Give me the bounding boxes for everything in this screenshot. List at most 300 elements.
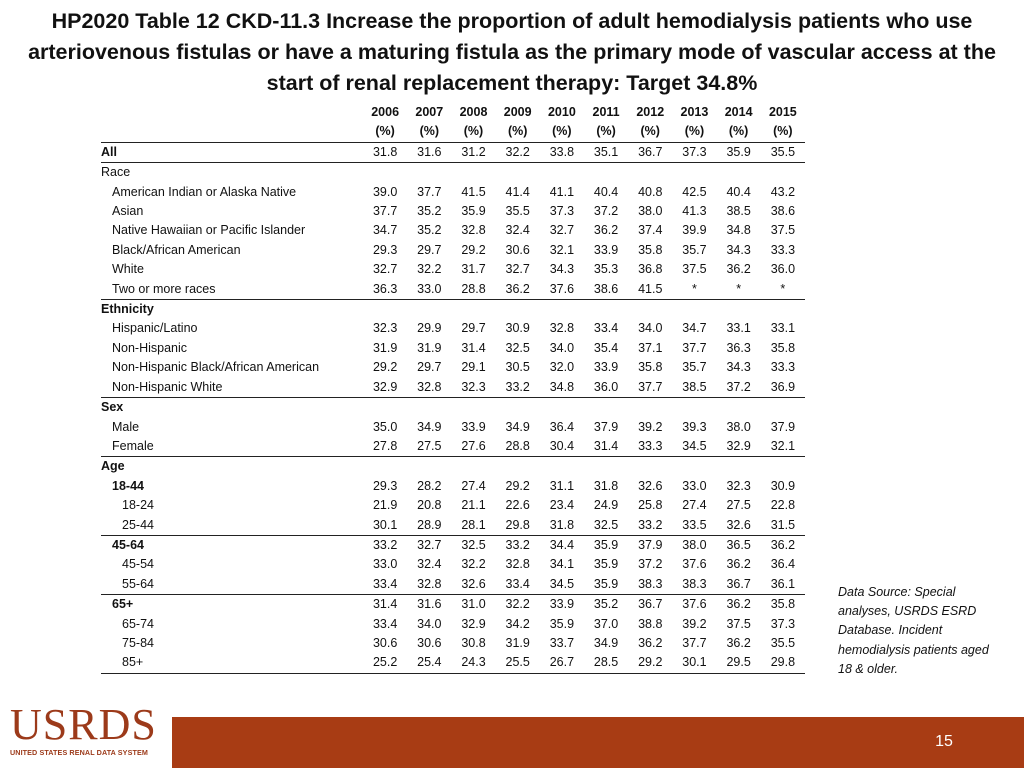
value-cell bbox=[540, 457, 584, 477]
value-cell: 36.2 bbox=[726, 557, 751, 572]
value-cell: 40.4 bbox=[593, 184, 619, 199]
unit-header: (%) bbox=[628, 122, 672, 142]
value-cell: 29.2 bbox=[628, 653, 672, 673]
value-cell: 37.2 bbox=[717, 378, 761, 398]
value-cell: 33.0 bbox=[372, 557, 398, 572]
value-cell: 36.2 bbox=[638, 635, 663, 650]
value-cell: 33.9 bbox=[593, 360, 619, 375]
value-cell: 28.2 bbox=[417, 478, 442, 493]
value-cell: 29.7 bbox=[461, 321, 486, 336]
logo-subtitle: UNITED STATES RENAL DATA SYSTEM bbox=[10, 748, 148, 757]
unit-header: (%) bbox=[761, 122, 805, 142]
value-cell: 34.1 bbox=[549, 557, 575, 572]
value-cell bbox=[363, 457, 407, 477]
value-cell: 41.5 bbox=[461, 184, 486, 199]
value-cell: 36.4 bbox=[770, 557, 796, 572]
value-cell: 32.0 bbox=[549, 360, 575, 375]
value-cell bbox=[628, 457, 672, 477]
value-cell: 33.2 bbox=[628, 516, 672, 536]
row-label: Non-Hispanic bbox=[112, 340, 188, 355]
value-cell: 27.4 bbox=[682, 498, 707, 513]
value-cell: 36.2 bbox=[726, 597, 751, 612]
row-label: Age bbox=[101, 459, 125, 474]
row-label: 65+ bbox=[112, 597, 134, 612]
value-cell: 31.4 bbox=[372, 597, 398, 612]
value-cell bbox=[584, 300, 628, 320]
value-cell: * bbox=[717, 280, 761, 300]
table-row bbox=[101, 339, 805, 358]
value-cell: 29.5 bbox=[717, 653, 761, 673]
table-row bbox=[101, 300, 805, 320]
value-cell bbox=[761, 163, 805, 183]
value-cell: 32.7 bbox=[549, 223, 575, 238]
value-cell: 37.7 bbox=[682, 635, 707, 650]
table-row bbox=[101, 653, 805, 673]
value-cell: 35.9 bbox=[593, 537, 619, 552]
value-cell: 31.8 bbox=[363, 142, 407, 162]
value-cell: 34.3 bbox=[549, 262, 575, 277]
value-cell: 31.8 bbox=[593, 478, 619, 493]
value-cell bbox=[717, 398, 761, 418]
value-cell: 37.3 bbox=[672, 142, 716, 162]
value-cell: 31.4 bbox=[584, 437, 628, 457]
value-cell bbox=[717, 300, 761, 320]
value-cell: 27.5 bbox=[726, 498, 751, 513]
value-cell: 34.7 bbox=[682, 321, 707, 336]
value-cell: 37.7 bbox=[628, 378, 672, 398]
value-cell: 35.0 bbox=[372, 419, 398, 434]
value-cell: 37.0 bbox=[593, 616, 619, 631]
value-cell: * bbox=[672, 280, 716, 300]
value-cell bbox=[363, 163, 407, 183]
value-cell bbox=[717, 457, 761, 477]
value-cell: 40.4 bbox=[726, 184, 751, 199]
value-cell: 37.5 bbox=[726, 616, 751, 631]
value-cell: 28.8 bbox=[451, 280, 495, 300]
fistula-table bbox=[101, 103, 805, 674]
table-row bbox=[101, 595, 805, 615]
value-cell: 31.1 bbox=[549, 478, 575, 493]
value-cell: 25.4 bbox=[407, 653, 451, 673]
value-cell: 32.6 bbox=[451, 575, 495, 595]
year-header: 2007 bbox=[415, 105, 444, 119]
value-cell bbox=[761, 457, 805, 477]
value-cell: 34.2 bbox=[505, 616, 530, 631]
value-cell: 34.0 bbox=[417, 616, 442, 631]
value-cell: 32.7 bbox=[372, 262, 398, 277]
value-cell: 35.9 bbox=[549, 616, 575, 631]
slide-title bbox=[0, 6, 1024, 99]
value-cell bbox=[540, 163, 584, 183]
value-cell: 38.3 bbox=[672, 575, 716, 595]
value-cell: 29.8 bbox=[761, 653, 805, 673]
value-cell bbox=[672, 398, 716, 418]
value-cell: 36.2 bbox=[726, 635, 751, 650]
corner-cell bbox=[101, 103, 363, 122]
value-cell: 33.9 bbox=[549, 597, 575, 612]
value-cell: 33.1 bbox=[770, 321, 796, 336]
value-cell: 26.7 bbox=[540, 653, 584, 673]
value-cell: 29.1 bbox=[461, 360, 486, 375]
table-row bbox=[101, 634, 805, 653]
table-row bbox=[101, 280, 805, 300]
value-cell: 33.3 bbox=[628, 437, 672, 457]
value-cell: 24.3 bbox=[451, 653, 495, 673]
value-cell: 41.4 bbox=[505, 184, 530, 199]
table-body bbox=[101, 142, 805, 673]
value-cell: 39.9 bbox=[682, 223, 707, 238]
value-cell: 32.8 bbox=[407, 378, 451, 398]
value-cell: 29.2 bbox=[372, 360, 398, 375]
value-cell: 39.2 bbox=[638, 419, 663, 434]
value-cell bbox=[363, 398, 407, 418]
value-cell: 31.2 bbox=[451, 142, 495, 162]
value-cell: 36.3 bbox=[726, 340, 751, 355]
table-row bbox=[101, 457, 805, 477]
value-cell bbox=[496, 163, 540, 183]
value-cell: 37.6 bbox=[682, 557, 707, 572]
value-cell: 29.8 bbox=[496, 516, 540, 536]
value-cell: 36.7 bbox=[638, 597, 663, 612]
value-cell: 33.8 bbox=[540, 142, 584, 162]
value-cell bbox=[451, 300, 495, 320]
value-cell: 32.4 bbox=[505, 223, 530, 238]
value-cell: 32.8 bbox=[461, 223, 486, 238]
value-cell: 27.4 bbox=[461, 478, 486, 493]
value-cell: 32.1 bbox=[761, 437, 805, 457]
value-cell: 34.3 bbox=[726, 360, 751, 375]
value-cell: 38.0 bbox=[682, 537, 707, 552]
value-cell: 31.5 bbox=[761, 516, 805, 536]
value-cell: 36.1 bbox=[761, 575, 805, 595]
value-cell: 31.6 bbox=[407, 142, 451, 162]
title-line-3: start of renal replacement therapy: Target 34.8% bbox=[266, 71, 758, 95]
value-cell: 36.7 bbox=[717, 575, 761, 595]
value-cell: 30.6 bbox=[417, 635, 442, 650]
table-row bbox=[101, 398, 805, 418]
value-cell: 32.7 bbox=[505, 262, 530, 277]
value-cell: 38.0 bbox=[638, 204, 663, 219]
row-label: American Indian or Alaska Native bbox=[112, 184, 297, 199]
value-cell: 24.9 bbox=[593, 498, 619, 513]
unit-header: (%) bbox=[717, 122, 761, 142]
value-cell: 30.5 bbox=[505, 360, 530, 375]
value-cell: 33.3 bbox=[770, 242, 796, 257]
corner-cell bbox=[101, 122, 363, 142]
row-label: 65-74 bbox=[122, 616, 154, 631]
value-cell: 37.9 bbox=[770, 419, 796, 434]
value-cell: 35.5 bbox=[505, 204, 530, 219]
value-cell: 35.8 bbox=[638, 242, 663, 257]
value-cell: 31.6 bbox=[417, 597, 442, 612]
value-cell bbox=[496, 457, 540, 477]
value-cell: 36.7 bbox=[628, 142, 672, 162]
page-number: 15 bbox=[935, 733, 953, 750]
value-cell: 32.2 bbox=[461, 557, 486, 572]
year-header: 2006 bbox=[371, 105, 400, 119]
value-cell: 32.5 bbox=[461, 537, 486, 552]
value-cell: 35.8 bbox=[770, 597, 796, 612]
value-cell: 29.3 bbox=[372, 478, 398, 493]
value-cell: 30.1 bbox=[363, 516, 407, 536]
value-cell: 34.8 bbox=[540, 378, 584, 398]
unit-header: (%) bbox=[407, 122, 451, 142]
table-row bbox=[101, 142, 805, 162]
value-cell: 31.9 bbox=[505, 635, 530, 650]
table-row bbox=[101, 477, 805, 496]
value-cell: 29.9 bbox=[417, 321, 442, 336]
value-cell: 35.2 bbox=[593, 597, 619, 612]
table-row bbox=[101, 163, 805, 183]
value-cell bbox=[672, 457, 716, 477]
value-cell: 32.3 bbox=[372, 321, 398, 336]
row-label: Non-Hispanic White bbox=[101, 378, 363, 398]
value-cell: * bbox=[761, 280, 805, 300]
value-cell: 30.4 bbox=[540, 437, 584, 457]
year-header: 2008 bbox=[459, 105, 488, 119]
value-cell: 36.5 bbox=[726, 537, 751, 552]
row-label: Black/African American bbox=[112, 242, 241, 257]
value-cell: 38.5 bbox=[672, 378, 716, 398]
value-cell: 36.2 bbox=[496, 280, 540, 300]
row-label: Hispanic/Latino bbox=[112, 321, 198, 336]
year-header-row bbox=[101, 103, 805, 122]
value-cell: 21.1 bbox=[461, 498, 486, 513]
table-row bbox=[101, 221, 805, 240]
title-line-1: HP2020 Table 12 CKD-11.3 Increase the proportion of adult hemodialysis patients who use bbox=[51, 9, 973, 33]
value-cell: 39.2 bbox=[682, 616, 707, 631]
value-cell: 33.1 bbox=[726, 321, 751, 336]
unit-header: (%) bbox=[496, 122, 540, 142]
value-cell: 36.2 bbox=[726, 262, 751, 277]
value-cell bbox=[672, 300, 716, 320]
value-cell bbox=[407, 398, 451, 418]
value-cell bbox=[584, 163, 628, 183]
value-cell: 29.2 bbox=[461, 242, 486, 257]
value-cell: 41.3 bbox=[682, 204, 707, 219]
value-cell: 36.8 bbox=[638, 262, 663, 277]
logo-wordmark: USRDS bbox=[10, 700, 157, 749]
value-cell: 33.4 bbox=[372, 616, 398, 631]
row-label: Male bbox=[112, 419, 140, 434]
row-label: Native Hawaiian or Pacific Islander bbox=[112, 223, 306, 238]
value-cell: 35.5 bbox=[770, 635, 796, 650]
value-cell: 35.8 bbox=[770, 340, 796, 355]
row-label: 75-84 bbox=[122, 635, 154, 650]
table-row bbox=[101, 319, 805, 338]
value-cell: 35.9 bbox=[461, 204, 486, 219]
value-cell: 41.1 bbox=[549, 184, 575, 199]
value-cell: 35.1 bbox=[584, 142, 628, 162]
value-cell: 32.2 bbox=[505, 597, 530, 612]
value-cell: 32.6 bbox=[717, 516, 761, 536]
value-cell bbox=[407, 163, 451, 183]
value-cell: 37.6 bbox=[682, 597, 707, 612]
value-cell: 33.9 bbox=[593, 242, 619, 257]
value-cell: 27.8 bbox=[363, 437, 407, 457]
value-cell: 32.9 bbox=[461, 616, 486, 631]
table-row bbox=[101, 260, 805, 279]
value-cell: 35.2 bbox=[417, 204, 442, 219]
value-cell: 34.9 bbox=[593, 635, 619, 650]
table-row bbox=[101, 202, 805, 221]
value-cell: 34.9 bbox=[417, 419, 442, 434]
row-label: 55-64 bbox=[101, 575, 363, 595]
row-label: Two or more races bbox=[101, 280, 363, 300]
value-cell: 36.3 bbox=[363, 280, 407, 300]
value-cell: 22.6 bbox=[505, 498, 530, 513]
value-cell bbox=[584, 457, 628, 477]
value-cell bbox=[761, 300, 805, 320]
value-cell: 27.5 bbox=[407, 437, 451, 457]
value-cell: 25.8 bbox=[638, 498, 663, 513]
value-cell bbox=[628, 398, 672, 418]
value-cell: 33.7 bbox=[549, 635, 575, 650]
value-cell: 28.5 bbox=[584, 653, 628, 673]
value-cell: 20.8 bbox=[417, 498, 442, 513]
value-cell bbox=[628, 163, 672, 183]
value-cell: 25.5 bbox=[496, 653, 540, 673]
value-cell: 34.3 bbox=[726, 242, 751, 257]
table-row bbox=[101, 183, 805, 202]
value-cell: 38.6 bbox=[584, 280, 628, 300]
value-cell: 30.1 bbox=[672, 653, 716, 673]
value-cell bbox=[717, 163, 761, 183]
value-cell: 35.7 bbox=[682, 360, 707, 375]
value-cell: 32.2 bbox=[417, 262, 442, 277]
value-cell: 23.4 bbox=[549, 498, 575, 513]
value-cell: 36.9 bbox=[761, 378, 805, 398]
value-cell: 37.6 bbox=[540, 280, 584, 300]
title-line-2: arteriovenous fistulas or have a maturing fistula as the primary mode of vascular access at the bbox=[28, 40, 996, 64]
value-cell: 34.9 bbox=[505, 419, 530, 434]
table-row bbox=[101, 555, 805, 574]
row-label: Asian bbox=[112, 204, 144, 219]
value-cell: 29.3 bbox=[372, 242, 398, 257]
value-cell: 32.3 bbox=[451, 378, 495, 398]
value-cell: 32.9 bbox=[717, 437, 761, 457]
value-cell: 33.2 bbox=[372, 537, 398, 552]
value-cell: 35.8 bbox=[638, 360, 663, 375]
row-label: 45-64 bbox=[112, 537, 144, 552]
value-cell bbox=[496, 300, 540, 320]
value-cell: 35.3 bbox=[593, 262, 619, 277]
value-cell: 27.6 bbox=[451, 437, 495, 457]
value-cell: 32.3 bbox=[726, 478, 751, 493]
value-cell bbox=[451, 163, 495, 183]
value-cell: 38.8 bbox=[638, 616, 663, 631]
value-cell: 33.2 bbox=[505, 537, 530, 552]
value-cell: 36.0 bbox=[584, 378, 628, 398]
value-cell: 32.1 bbox=[549, 242, 575, 257]
value-cell: 39.3 bbox=[682, 419, 707, 434]
value-cell: 33.0 bbox=[407, 280, 451, 300]
unit-header: (%) bbox=[584, 122, 628, 142]
value-cell: 35.9 bbox=[593, 557, 619, 572]
value-cell: 34.8 bbox=[726, 223, 751, 238]
value-cell: 30.9 bbox=[770, 478, 796, 493]
value-cell: 35.2 bbox=[417, 223, 442, 238]
value-cell: 30.9 bbox=[505, 321, 530, 336]
value-cell bbox=[451, 457, 495, 477]
row-label: Female bbox=[101, 437, 363, 457]
value-cell: 32.2 bbox=[496, 142, 540, 162]
value-cell: 31.0 bbox=[461, 597, 486, 612]
value-cell: 37.7 bbox=[417, 184, 442, 199]
value-cell: 33.0 bbox=[682, 478, 707, 493]
value-cell bbox=[672, 163, 716, 183]
value-cell: 32.6 bbox=[638, 478, 663, 493]
value-cell: 35.9 bbox=[717, 142, 761, 162]
value-cell: 37.5 bbox=[770, 223, 796, 238]
table-row bbox=[101, 516, 805, 536]
value-cell: 31.4 bbox=[461, 340, 486, 355]
value-cell: 28.9 bbox=[407, 516, 451, 536]
value-cell: 31.8 bbox=[540, 516, 584, 536]
row-label: Sex bbox=[101, 400, 124, 415]
table-row bbox=[101, 358, 805, 377]
value-cell: 32.5 bbox=[584, 516, 628, 536]
value-cell: 34.0 bbox=[549, 340, 575, 355]
value-cell: 29.7 bbox=[417, 242, 442, 257]
value-cell: 34.5 bbox=[672, 437, 716, 457]
value-cell: 34.0 bbox=[638, 321, 663, 336]
unit-header: (%) bbox=[672, 122, 716, 142]
table-row bbox=[101, 615, 805, 634]
value-cell: 28.1 bbox=[451, 516, 495, 536]
value-cell bbox=[451, 398, 495, 418]
value-cell: 32.7 bbox=[417, 537, 442, 552]
table-row bbox=[101, 575, 805, 595]
value-cell bbox=[407, 300, 451, 320]
value-cell: 32.8 bbox=[407, 575, 451, 595]
value-cell: 34.7 bbox=[372, 223, 398, 238]
value-cell: 35.7 bbox=[682, 242, 707, 257]
value-cell: 22.8 bbox=[770, 498, 796, 513]
value-cell: 37.2 bbox=[638, 557, 663, 572]
value-cell: 29.7 bbox=[417, 360, 442, 375]
value-cell bbox=[363, 300, 407, 320]
value-cell: 32.8 bbox=[549, 321, 575, 336]
unit-header: (%) bbox=[451, 122, 495, 142]
value-cell bbox=[761, 398, 805, 418]
value-cell: 21.9 bbox=[372, 498, 398, 513]
value-cell: 43.2 bbox=[770, 184, 796, 199]
value-cell: 33.2 bbox=[496, 378, 540, 398]
value-cell: 29.2 bbox=[505, 478, 530, 493]
value-cell: 32.4 bbox=[417, 557, 442, 572]
year-header: 2009 bbox=[503, 105, 532, 119]
value-cell: 37.3 bbox=[770, 616, 796, 631]
value-cell: 32.8 bbox=[505, 557, 530, 572]
value-cell: 39.0 bbox=[372, 184, 398, 199]
year-header: 2011 bbox=[592, 105, 620, 119]
value-cell: 33.9 bbox=[461, 419, 486, 434]
value-cell: 37.9 bbox=[638, 537, 663, 552]
value-cell: 31.7 bbox=[461, 262, 486, 277]
year-header: 2015 bbox=[768, 105, 797, 119]
unit-header: (%) bbox=[363, 122, 407, 142]
row-label: All bbox=[101, 142, 363, 162]
year-header: 2013 bbox=[680, 105, 709, 119]
value-cell: 35.9 bbox=[584, 575, 628, 595]
value-cell: 37.3 bbox=[549, 204, 575, 219]
year-header: 2012 bbox=[636, 105, 665, 119]
value-cell: 33.4 bbox=[496, 575, 540, 595]
row-label: Race bbox=[101, 165, 131, 180]
value-cell: 33.4 bbox=[593, 321, 619, 336]
value-cell: 40.8 bbox=[638, 184, 663, 199]
